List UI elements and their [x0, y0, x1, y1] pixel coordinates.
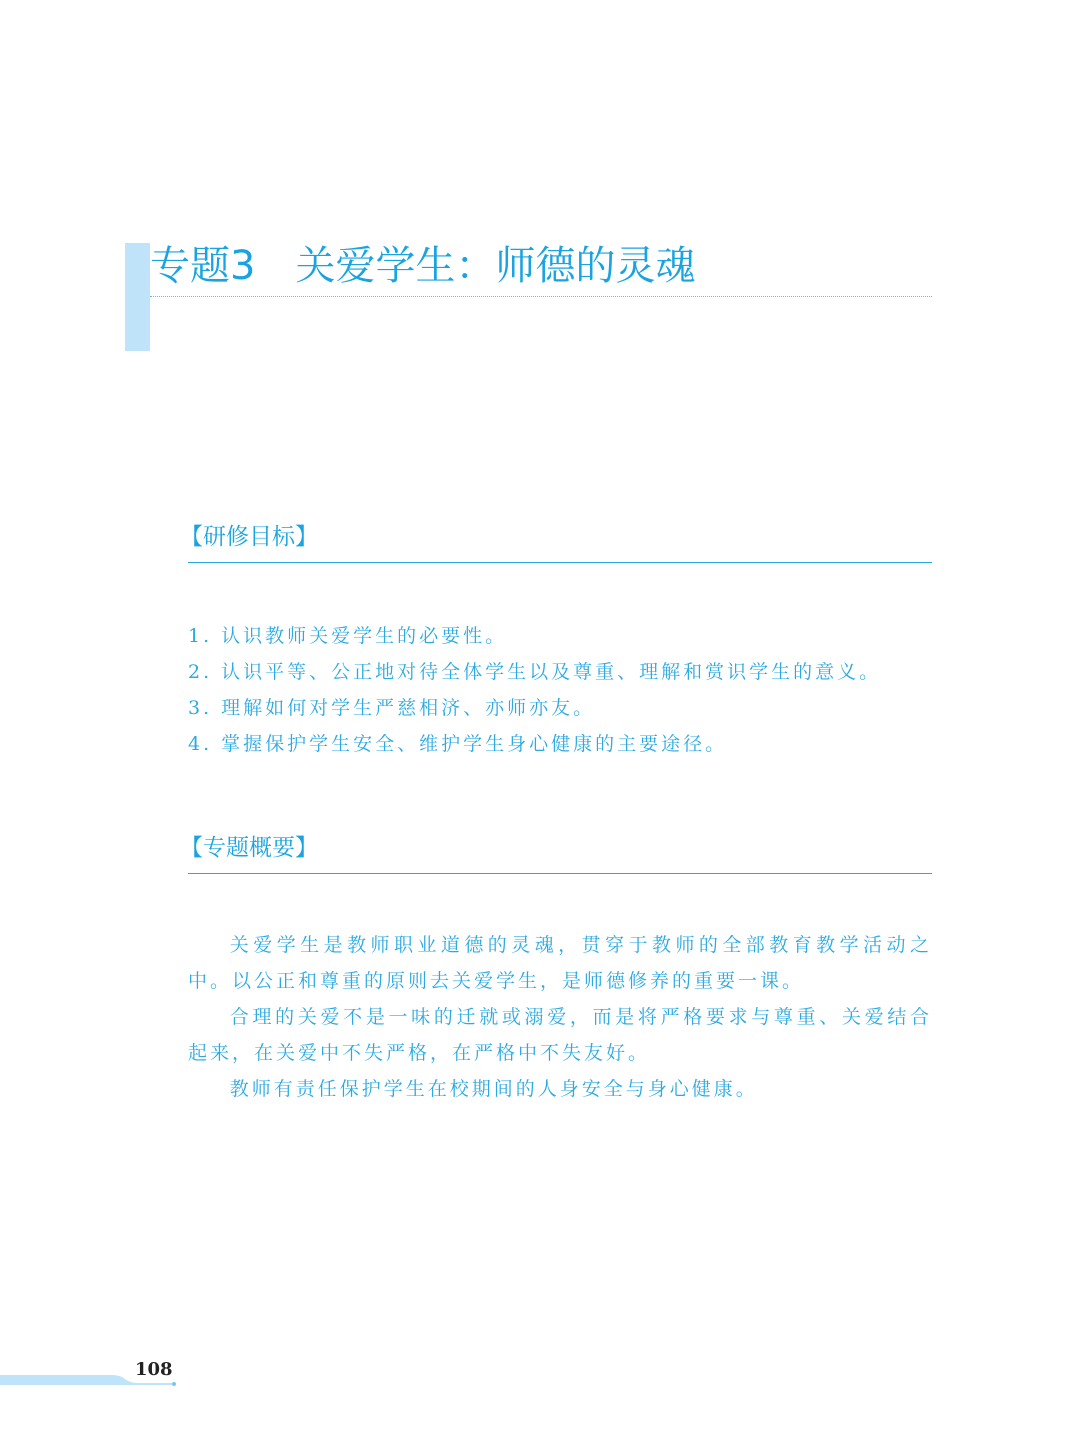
- goal-item: 2. 认识平等、公正地对待全体学生以及尊重、理解和赏识学生的意义。: [188, 661, 882, 683]
- goal-item: 3. 理解如何对学生严慈相济、亦师亦友。: [188, 697, 596, 719]
- chapter-number: 专题3: [150, 243, 256, 289]
- chapter-title: [150, 240, 695, 292]
- page-number: 108: [135, 1359, 173, 1380]
- section-divider-goals: [188, 562, 932, 563]
- title-accent-bar: [125, 243, 150, 351]
- section-divider-summary: [188, 873, 932, 874]
- title-dotted-divider: [150, 296, 932, 297]
- section-heading-goals: 【研修目标】: [180, 524, 318, 550]
- chapter-title-text: 关爱学生：师德的灵魂: [295, 243, 696, 289]
- goal-item: 1. 认识教师关爱学生的必要性。: [188, 625, 508, 647]
- goals-list: [188, 618, 881, 762]
- summary-paragraph: 关爱学生是教师职业道德的灵魂，贯穿于教师的全部教育教学活动之中。以公正和尊重的原则去关爱学生，是师德修养的重要一课。: [188, 934, 932, 992]
- summary-paragraph: 教师有责任保护学生在校期间的人身安全与身心健康。: [229, 1078, 758, 1100]
- goal-item: 4. 掌握保护学生安全、维护学生身心健康的主要途径。: [188, 733, 728, 755]
- section-heading-summary: 【专题概要】: [180, 835, 318, 861]
- summary-body: [188, 927, 932, 1107]
- summary-paragraph: 合理的关爱不是一味的迁就或溺爱，而是将严格要求与尊重、关爱结合起来，在关爱中不失严格，在严格中不失友好。: [188, 1006, 932, 1064]
